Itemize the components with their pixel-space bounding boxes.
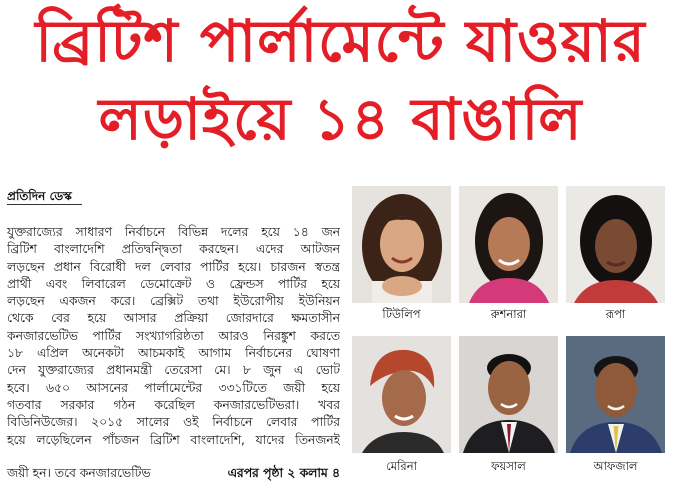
- body-line: গতবার সরকার গঠন করেছিল কনজারভেটিভরা। খবর: [7, 397, 340, 412]
- body-line: থেকে বের হয়ে আসার প্রক্রিয়া জোরদারে ক্ষমতাসীন: [7, 311, 340, 326]
- body-line: লড়ছেন একজন করে। ব্রেক্সিট তথা ইউরোপীয় ইউনিয়ন: [7, 294, 340, 309]
- caption-tulip: টিউলিপ: [382, 307, 421, 321]
- portrait-photo-rupa: [566, 186, 665, 303]
- portrait-photo-rushanara: [459, 186, 558, 303]
- continued-jump-link[interactable]: এরপর পৃষ্ঠা ২ কলাম ৪: [227, 466, 340, 480]
- body-line: প্রার্থী এবং লিবারেল ডেমোক্রেট ও ফ্রেন্ডস পার্টির হয়ে: [7, 276, 340, 291]
- byline-underline: [7, 204, 82, 205]
- body-line: যুক্তরাজ্যের সাধারণ নির্বাচনে বিভিন্ন দলের হয়ে ১৪ জন: [7, 225, 340, 239]
- byline-desk: প্রতিদিন ডেস্ক: [7, 189, 72, 203]
- body-last-line: জয়ী হন। তবে কনজারভেটিভ: [7, 466, 151, 480]
- body-line: বিডিনিউজের। ২০১৫ সালের ওই নির্বাচনে লেবার পার্টির: [7, 415, 340, 430]
- body-line: হবে। ৬৫০ আসনের পার্লামেন্টের ৩৩১টিতে জয়ী হয়ে: [7, 380, 340, 395]
- portrait-photo-afzal: [566, 336, 665, 453]
- article-body: [7, 224, 340, 449]
- caption-faisal: ফয়সাল: [491, 459, 526, 473]
- portrait-photo-faisal: [459, 336, 558, 453]
- headline-line-1: ব্রিটিশ পার্লামেন্টে যাওয়ার: [35, 7, 646, 75]
- portrait-photo-tulip: [352, 186, 451, 303]
- caption-rushanara: রুশনারা: [490, 307, 527, 321]
- body-line: হয়ে লড়েছিলেন পাঁচজন ব্রিটিশ বাংলাদেশি, যাদের তিনজনই: [7, 432, 340, 447]
- caption-marina: মেরিনা: [386, 459, 417, 473]
- portrait-photo-marina: [352, 336, 451, 453]
- caption-afzal: আফজাল: [593, 459, 638, 473]
- body-line: ১৮ এপ্রিল অনেকটা আচমকাই আগাম নির্বাচনের ঘোষণা: [7, 346, 340, 361]
- headline-line-2: লড়াইয়ে ১৪ বাঙালি: [98, 85, 583, 153]
- body-line: কনজারভেটিভ পার্টির সংখ্যাগরিষ্ঠতা আরও নিরঙ্কুশ করতে: [7, 328, 340, 343]
- body-line: দেন যুক্তরাজ্যের প্রধানমন্ত্রী তেরেসা মে। ৮ জুন এ ভোট: [7, 363, 340, 378]
- body-line: লড়ছেন প্রধান বিরোধী দল লেবার পার্টির হয়ে। চারজন স্বতন্ত্র: [7, 259, 340, 274]
- caption-rupa: রূপা: [605, 307, 626, 321]
- body-line: ব্রিটিশ বাংলাদেশি প্রতিদ্বন্দ্বিতা করছেন। এদের আটজন: [7, 242, 340, 257]
